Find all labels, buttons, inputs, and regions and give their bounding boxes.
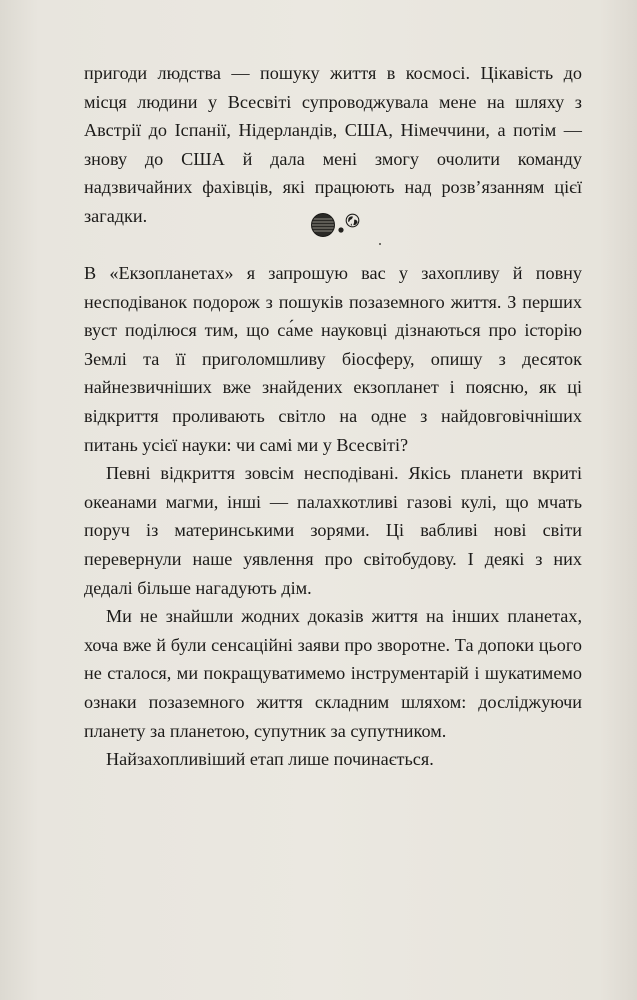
paragraph-1: В «Екзопланетах» я запрошую вас у захопливу й повну несподіванок подорож з пошуків позаземного життя. З перших вуст поділюся тим, що са́ме науковці дізнаються про історію Землі та її приголомшливу біосферу, опишу з десяток найнезвичніших вже знайдених екзопланет і поясню, як ці відкриття проливають світло на одне з найдовговічніших питань усієї науки: чи самі ми у Всесвіті? bbox=[84, 263, 582, 455]
paragraph-3: Ми не знайшли жодних доказів життя на інших планетах, хоча вже й були сенсаційні заяви про зворотне. Та допоки цього не сталося, ми покращуватимемо інструментарій і шукатимемо ознаки позаземного життя складним шляхом: досліджуючи планету за планетою, супутник за супутником. bbox=[84, 606, 582, 741]
intro-paragraph: пригоди людства — пошуку життя в космосі. Цікавість до місця людини у Всесвіті супроводжувала мене на шляху з Австрії до Іспанії, Нідерландів, США, Німеччини, а потім — знову до США й дала мені змогу очолити команду надзвичайних фахівців, які працюють над розв’язанням цієї загадки. bbox=[84, 63, 582, 226]
main-text-block bbox=[84, 259, 582, 774]
planets-ornament-icon bbox=[308, 209, 388, 249]
intro-text-block bbox=[84, 59, 582, 231]
paragraph-2: Певні відкриття зовсім несподівані. Якісь планети вкриті океанами магми, інші — палахкотливі газові кулі, що мчать поруч із материнськими зорями. Ці вабливі нові світи перевернули наше уявлення про світобудову. І деякі з них дедалі більше нагадують дім. bbox=[84, 463, 582, 598]
paragraph-4: Найзахопливіший етап лише починається. bbox=[106, 749, 434, 770]
